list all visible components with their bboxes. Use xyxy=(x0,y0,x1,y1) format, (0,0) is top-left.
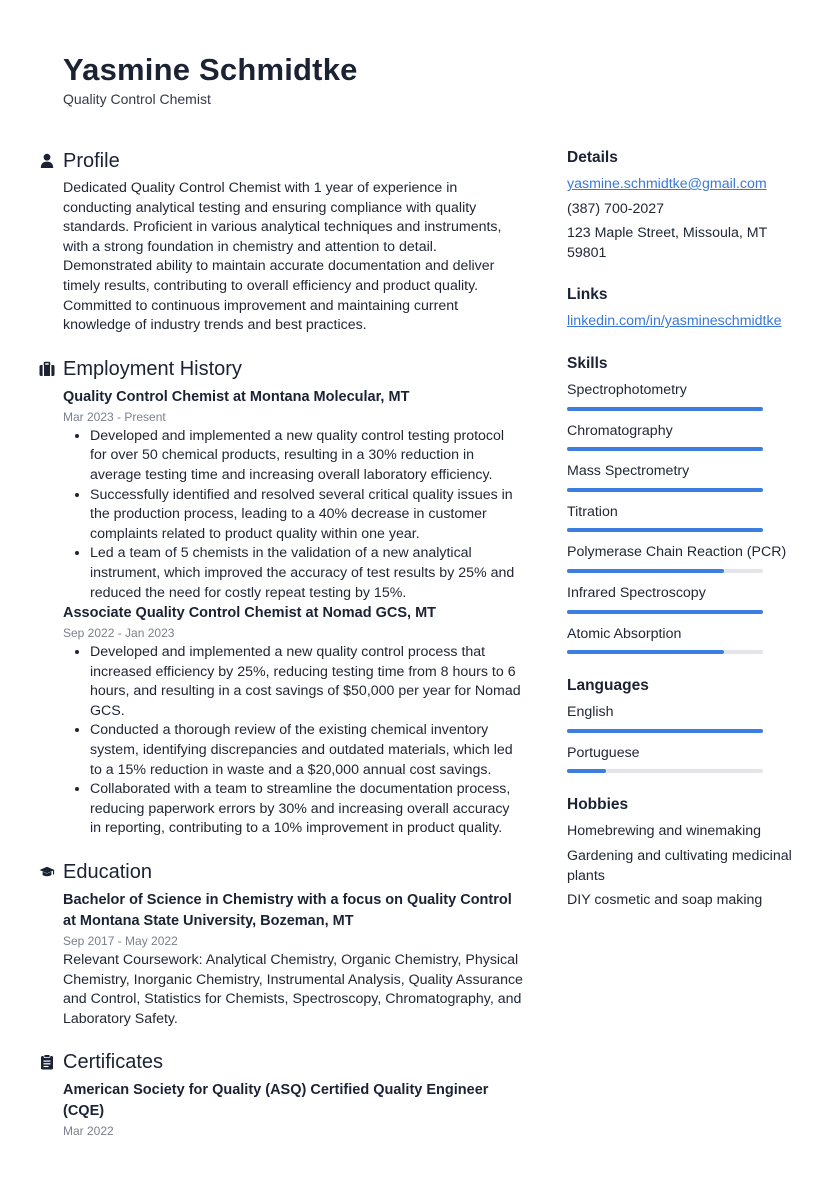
language-level-fill xyxy=(567,729,763,733)
job-date: Sep 2022 - Jan 2023 xyxy=(63,626,175,641)
details-section xyxy=(567,148,797,263)
skill-level-bar xyxy=(567,650,763,654)
degree-date: Sep 2017 - May 2022 xyxy=(63,934,178,949)
language-name: English xyxy=(567,704,614,721)
graduation-cap-icon xyxy=(39,864,55,880)
certificates-section xyxy=(63,1049,523,1140)
skill-level-fill xyxy=(567,447,763,451)
education-heading xyxy=(63,859,523,885)
hobbies-section xyxy=(567,795,797,910)
skill-item xyxy=(567,584,797,614)
skill-name: Atomic Absorption xyxy=(567,625,682,642)
job-bullet: • Led a team of 5 chemists in the validation of a new analytical instrument, which improved the accuracy of test results by 25% and reduced the need for costly repeat testing by 15%. xyxy=(90,544,523,603)
clipboard-icon xyxy=(39,1054,55,1070)
skill-level-fill xyxy=(567,610,763,614)
language-level-bar xyxy=(567,769,763,773)
employment-heading xyxy=(63,356,523,382)
languages-section xyxy=(567,676,797,773)
side-column xyxy=(567,148,797,933)
skill-item xyxy=(567,543,797,573)
language-level-fill xyxy=(567,769,606,773)
skill-level-bar xyxy=(567,447,763,451)
certificate-title: American Society for Quality (ASQ) Certified Quality Engineer (CQE) xyxy=(63,1082,489,1120)
candidate-name: Yasmine Schmidtke xyxy=(63,52,358,87)
skill-item xyxy=(567,462,797,492)
skills-list xyxy=(567,381,797,654)
job-bullet: • Developed and implemented a new quality control process that increased efficiency by 25%, reducing testing time from 8 hours to 6 hours, and resulting in a cost savings of $50,000 per year for Nomad GCS. xyxy=(90,643,523,721)
candidate-title: Quality Control Chemist xyxy=(63,91,211,107)
skill-level-fill xyxy=(567,650,724,654)
job-bullet: • Collaborated with a team to streamline the documentation process, reducing paperwork errors by 30% and increasing overall accuracy in reporting, contributing to a 10% improvement in product quality. xyxy=(90,780,523,839)
languages-heading: Languages xyxy=(567,677,649,695)
person-icon xyxy=(39,153,55,169)
coursework: Relevant Coursework: Analytical Chemistry, Organic Chemistry, Physical Chemistry, Inorganic Chemistry, Instrumental Analysis, Quality Assurance and Control, Statistics for Chemists, Spectroscopy, Chromatography, and Laboratory Safety. xyxy=(63,952,523,1027)
skills-section xyxy=(567,354,797,654)
employment-heading-text: Employment History xyxy=(63,357,242,380)
job-entry xyxy=(63,387,523,603)
profile-heading xyxy=(63,148,523,174)
skill-name: Infrared Spectroscopy xyxy=(567,584,706,601)
skill-level-bar xyxy=(567,610,763,614)
languages-list xyxy=(567,703,797,773)
skill-name: Chromatography xyxy=(567,422,673,439)
skill-item xyxy=(567,422,797,452)
hobby-item: DIY cosmetic and soap making xyxy=(567,892,763,909)
main-column xyxy=(63,148,523,1160)
education-heading-text: Education xyxy=(63,861,152,884)
skill-level-fill xyxy=(567,528,763,532)
job-entry xyxy=(63,603,523,839)
language-level-bar xyxy=(567,729,763,733)
resume-header xyxy=(63,50,358,108)
employment-section xyxy=(63,356,523,839)
skill-name: Spectrophotometry xyxy=(567,381,687,398)
links-section xyxy=(567,285,797,332)
profile-section xyxy=(63,148,523,336)
certificates-heading-text: Certificates xyxy=(63,1051,164,1074)
skill-level-bar xyxy=(567,407,763,411)
job-bullets xyxy=(63,427,523,603)
job-title: Quality Control Chemist at Montana Molecular, MT xyxy=(63,388,410,405)
skill-level-bar xyxy=(567,488,763,492)
skills-heading: Skills xyxy=(567,354,608,372)
skill-item xyxy=(567,625,797,655)
skill-level-bar xyxy=(567,528,763,532)
degree-title: Bachelor of Science in Chemistry with a focus on Quality Control at Montana State University, Bozeman, MT xyxy=(63,892,512,930)
certificate-date: Mar 2022 xyxy=(63,1124,114,1139)
skill-level-fill xyxy=(567,569,724,573)
job-bullets xyxy=(63,643,523,839)
phone-number: (387) 700-2027 xyxy=(567,200,665,217)
linkedin-link[interactable]: linkedin.com/in/yasmineschmidtke xyxy=(567,313,782,330)
job-bullet: • Developed and implemented a new quality control testing protocol for over 50 chemical products, resulting in a 30% reduction in average testing time and increasing overall laboratory efficiency. xyxy=(90,427,523,486)
hobby-item: Homebrewing and winemaking xyxy=(567,823,761,840)
language-item xyxy=(567,703,797,733)
education-section xyxy=(63,859,523,1029)
skill-level-bar xyxy=(567,569,763,573)
job-date: Mar 2023 - Present xyxy=(63,409,166,424)
profile-summary: Dedicated Quality Control Chemist with 1 year of experience in conducting analytical testing and ensuring compliance with quality standards. Proficient in various analytical techniques and instruments, with a strong foundation in chemistry and attention to detail. Demonstrated ability to maintain accurate documentation and deliver timely results, contributing to overall efficiency and product quality. Committed to continuous improvement and maintaining current knowledge of industry trends and best practices. xyxy=(63,180,502,334)
skill-item xyxy=(567,503,797,533)
job-bullet: • Conducted a thorough review of the existing chemical inventory system, identifying discrepancies and outdated materials, which led to a 15% reduction in waste and a $20,000 annual cost savings. xyxy=(90,721,523,780)
language-item xyxy=(567,744,797,774)
certificates-heading xyxy=(63,1049,523,1075)
address: 123 Maple Street, Missoula, MT 59801 xyxy=(567,225,768,261)
job-bullet: • Successfully identified and resolved several critical quality issues in the production process, leading to a 40% decrease in customer complaints related to product quality within one year. xyxy=(90,486,523,545)
links-heading: Links xyxy=(567,286,608,304)
briefcase-icon xyxy=(39,361,55,377)
skill-name: Mass Spectrometry xyxy=(567,463,690,480)
skill-level-fill xyxy=(567,407,763,411)
hobbies-heading: Hobbies xyxy=(567,796,629,814)
hobby-item: Gardening and cultivating medicinal plants xyxy=(567,847,792,884)
language-name: Portuguese xyxy=(567,744,640,761)
job-title: Associate Quality Control Chemist at Nomad GCS, MT xyxy=(63,605,437,622)
skill-name: Polymerase Chain Reaction (PCR) xyxy=(567,544,787,561)
email-link[interactable]: yasmine.schmidtke@gmail.com xyxy=(567,176,767,192)
profile-heading-text: Profile xyxy=(63,150,120,172)
details-heading: Details xyxy=(567,149,618,166)
skill-name: Titration xyxy=(567,503,618,520)
skill-level-fill xyxy=(567,488,763,492)
skill-item xyxy=(567,381,797,411)
